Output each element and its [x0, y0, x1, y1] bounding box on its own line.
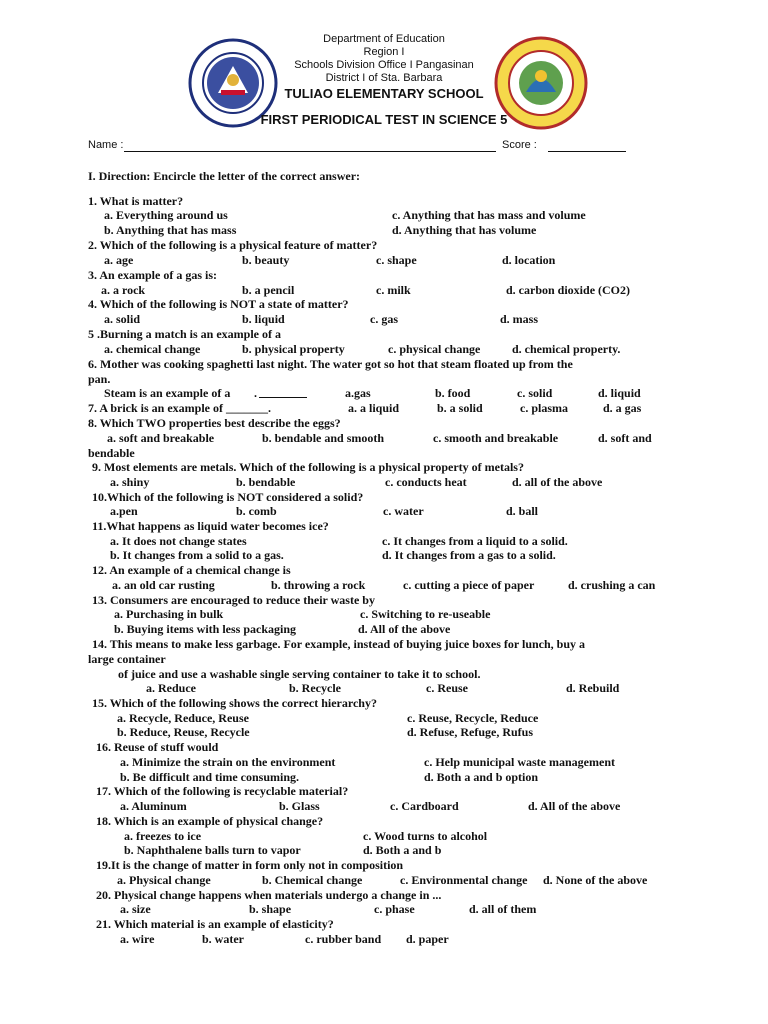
question-line: 21. Which material is an example of elasticity? — [96, 917, 334, 931]
answer-choice[interactable]: b. liquid — [242, 312, 285, 326]
answer-choice[interactable]: b. a pencil — [242, 283, 295, 297]
answer-choices-row — [0, 799, 768, 814]
answer-choice[interactable]: d. all of them — [469, 902, 537, 916]
question-line: 8. Which TWO properties best describe the eggs? — [88, 416, 341, 430]
answer-choice[interactable]: c. water — [383, 504, 424, 518]
answer-choice[interactable]: a.pen — [110, 504, 138, 518]
answer-choice[interactable]: b. Chemical change — [262, 873, 363, 887]
header-division: Schools Division Office I Pangasinan — [294, 59, 474, 71]
answer-choices-row — [0, 548, 768, 563]
question-text — [0, 327, 768, 342]
question-line: 14. This means to make less garbage. For example, instead of buying juice boxes for lunch, buy a — [92, 637, 586, 651]
score-line[interactable] — [548, 151, 626, 152]
name-line[interactable] — [124, 151, 496, 152]
question-line: large container — [88, 652, 166, 666]
answer-choice[interactable]: d. Anything that has volume — [392, 223, 537, 237]
answer-choice[interactable]: b. beauty — [242, 253, 290, 267]
answer-choice[interactable]: a. soft and breakable — [107, 431, 215, 445]
answer-choice[interactable]: b. Glass — [279, 799, 320, 813]
answer-choices-row — [0, 504, 768, 519]
answer-choice[interactable]: b. It changes from a solid to a gas. — [110, 548, 284, 562]
answer-choices-row — [0, 578, 768, 593]
question-text — [0, 667, 768, 682]
name-label: Name : — [88, 139, 124, 151]
answer-choice[interactable]: c. physical change — [388, 342, 481, 356]
answer-choices-row — [0, 401, 768, 416]
question-line: 9. Most elements are metals. Which of the following is a physical property of metals? — [92, 460, 524, 474]
answer-choice[interactable]: b. Anything that has mass — [104, 223, 237, 237]
question-text — [0, 814, 768, 829]
answer-choice[interactable]: a. Reduce — [146, 681, 196, 695]
answer-choices-row — [0, 902, 768, 917]
question-text — [0, 637, 768, 652]
question-line: 17. Which of the following is recyclable material? — [96, 784, 349, 798]
answer-choices-row — [0, 829, 768, 844]
answer-choices-row — [0, 208, 768, 223]
answer-choice[interactable]: b. Naphthalene balls turn to vapor — [124, 843, 301, 857]
answer-choice[interactable]: . — [254, 386, 257, 400]
answer-choice[interactable]: a. Minimize the strain on the environment — [120, 755, 336, 769]
answer-choice[interactable]: d. paper — [406, 932, 449, 946]
question-line: 16. Reuse of stuff would — [96, 740, 219, 754]
question-line: 3. An example of a gas is: — [88, 268, 217, 282]
answer-choice[interactable]: c. Wood turns to alcohol — [363, 829, 488, 843]
question-text — [0, 357, 768, 372]
question-line: of juice and use a washable single serving container to take it to school. — [118, 667, 481, 681]
question-line: 4. Which of the following is NOT a state of matter? — [88, 297, 349, 311]
question-line: 20. Physical change happens when materials undergo a change in ... — [96, 888, 442, 902]
answer-choice[interactable]: c. gas — [370, 312, 398, 326]
answer-choices-row — [0, 607, 768, 622]
question-line: 1. What is matter? — [88, 194, 184, 208]
answer-choice[interactable]: a. an old car rusting — [112, 578, 215, 592]
answer-choice[interactable]: d. All of the above — [528, 799, 621, 813]
answer-choice[interactable]: d. liquid — [598, 386, 641, 400]
answer-choices-row — [0, 253, 768, 268]
answer-choice[interactable]: c. conducts heat — [385, 475, 467, 489]
answer-choice[interactable]: d. location — [502, 253, 556, 267]
answer-choices-row — [0, 770, 768, 785]
question-line: 2. Which of the following is a physical feature of matter? — [88, 238, 378, 252]
answer-choice[interactable]: d. all of the above — [512, 475, 603, 489]
question-text — [0, 238, 768, 253]
question-text — [0, 490, 768, 505]
answer-choice[interactable]: d. crushing a can — [568, 578, 656, 592]
answer-choice[interactable]: d. It changes from a gas to a solid. — [382, 548, 556, 562]
question-line: 5 .Burning a match is an example of a — [88, 327, 282, 341]
answer-choice[interactable]: a. wire — [120, 932, 155, 946]
answer-choice[interactable]: a. a rock — [101, 283, 146, 297]
answer-choice[interactable]: a. Aluminum — [120, 799, 187, 813]
answer-choice[interactable]: d. a gas — [603, 401, 642, 415]
answer-choice[interactable]: a. size — [120, 902, 151, 916]
answer-choice[interactable]: d. Both a and b — [363, 843, 442, 857]
answer-choice[interactable]: a. Recycle, Reduce, Reuse — [117, 711, 249, 725]
header-department: Department of Education — [323, 33, 445, 45]
question-line: pan. — [88, 372, 111, 386]
question-text — [0, 519, 768, 534]
answer-choice[interactable]: d. All of the above — [358, 622, 451, 636]
school-name: TULIAO ELEMENTARY SCHOOL — [284, 86, 484, 101]
answer-choice[interactable]: c. rubber band — [305, 932, 382, 946]
answer-choice[interactable]: d. Rebuild — [566, 681, 620, 695]
answer-choice[interactable]: d. soft and — [598, 431, 652, 445]
question-text — [0, 460, 768, 475]
answer-choice[interactable]: b. food — [435, 386, 471, 400]
question-line: 15. Which of the following shows the correct hierarchy? — [92, 696, 377, 710]
answer-choices-row — [0, 223, 768, 238]
answer-choices-row — [0, 843, 768, 858]
direction-text: I. Direction: Encircle the letter of the correct answer: — [88, 169, 361, 183]
header-region: Region I — [363, 46, 405, 58]
question-line: bendable — [88, 446, 135, 460]
answer-choices-row — [0, 534, 768, 549]
answer-choice[interactable]: c. smooth and breakable — [433, 431, 559, 445]
answer-choice[interactable]: Steam is an example of a — [104, 386, 231, 400]
answer-choices-row — [0, 755, 768, 770]
question-text — [0, 858, 768, 873]
fill-in-blank — [259, 397, 307, 398]
answer-choices-row — [0, 622, 768, 637]
answer-choices-row — [0, 711, 768, 726]
answer-choice[interactable]: a. solid — [104, 312, 141, 326]
question-text — [0, 446, 768, 461]
answer-choice[interactable]: b. Recycle — [289, 681, 341, 695]
answer-choice[interactable]: a. age — [104, 253, 134, 267]
question-line: 12. An example of a chemical change is — [92, 563, 291, 577]
answer-choice[interactable]: c. Reuse — [426, 681, 468, 695]
answer-choice[interactable]: d. mass — [500, 312, 539, 326]
question-text — [0, 740, 768, 755]
header-district: District I of Sta. Barbara — [325, 72, 443, 84]
answer-choices-row — [0, 475, 768, 490]
answer-choice[interactable]: c. milk — [376, 283, 411, 297]
answer-choices-row — [0, 681, 768, 696]
question-line: 18. Which is an example of physical change? — [96, 814, 324, 828]
answer-choice[interactable]: c. Anything that has mass and volume — [392, 208, 586, 222]
test-title: FIRST PERIODICAL TEST IN SCIENCE 5 — [260, 112, 508, 127]
question-text — [0, 563, 768, 578]
answer-choice[interactable]: b. Reduce, Reuse, Recycle — [117, 725, 250, 739]
question-text — [0, 888, 768, 903]
answer-choice[interactable]: a. Everything around us — [104, 208, 228, 222]
answer-choices-row — [0, 873, 768, 888]
answer-choice[interactable]: c. Help municipal waste management — [424, 755, 615, 769]
answer-choice[interactable]: a. a liquid — [348, 401, 400, 415]
question-text — [0, 696, 768, 711]
answer-choice[interactable]: c. It changes from a liquid to a solid. — [382, 534, 568, 548]
answer-choices-row — [0, 932, 768, 947]
answer-choice[interactable]: b. physical property — [242, 342, 345, 356]
question-text — [0, 416, 768, 431]
question-line: 10.Which of the following is NOT considered a solid? — [92, 490, 364, 504]
question-text — [0, 194, 768, 209]
answer-choice[interactable]: d. ball — [506, 504, 539, 518]
answer-choice[interactable]: c. Switching to re-useable — [360, 607, 491, 621]
answer-choices-row — [0, 431, 768, 446]
answer-choice[interactable]: d. None of the above — [543, 873, 648, 887]
answer-choice[interactable]: c. solid — [517, 386, 553, 400]
answer-choices-row — [0, 342, 768, 357]
answer-choice[interactable]: a. freezes to ice — [124, 829, 202, 843]
answer-choice[interactable]: b. water — [202, 932, 244, 946]
answer-choice[interactable]: c. cutting a piece of paper — [403, 578, 535, 592]
answer-choice[interactable]: a. chemical change — [104, 342, 201, 356]
answer-choices-row — [0, 725, 768, 740]
question-text — [0, 372, 768, 387]
answer-choice[interactable]: c. Environmental change — [400, 873, 528, 887]
question-text — [0, 593, 768, 608]
answer-choice[interactable]: a.gas — [345, 386, 371, 400]
answer-choice[interactable]: b. a solid — [437, 401, 483, 415]
answer-choice[interactable]: b. comb — [236, 504, 277, 518]
answer-choice[interactable]: c. plasma — [520, 401, 568, 415]
answer-choice[interactable]: c. shape — [376, 253, 417, 267]
answer-choice[interactable]: b. bendable and smooth — [262, 431, 385, 445]
question-text — [0, 652, 768, 667]
question-text — [0, 297, 768, 312]
answer-choice[interactable]: b. throwing a rock — [271, 578, 366, 592]
answer-choice[interactable]: a. It does not change states — [110, 534, 247, 548]
answer-choice[interactable]: a. Physical change — [117, 873, 211, 887]
answer-choice[interactable]: d. Both a and b option — [424, 770, 539, 784]
answer-choice[interactable]: d. chemical property. — [512, 342, 621, 356]
answer-choice[interactable]: d. Refuse, Refuge, Rufus — [407, 725, 533, 739]
answer-choice[interactable]: b. Buying items with less packaging — [114, 622, 297, 636]
question-line: 19.It is the change of matter in form only not in composition — [96, 858, 404, 872]
answer-choices-row — [0, 312, 768, 327]
answer-choices-row — [0, 386, 768, 401]
answer-choices-row — [0, 283, 768, 298]
answer-choice[interactable]: c. Reuse, Recycle, Reduce — [407, 711, 539, 725]
answer-choice[interactable]: b. Be difficult and time consuming. — [120, 770, 300, 784]
question-line: 6. Mother was cooking spaghetti last night. The water got so hot that steam floated up from the — [88, 357, 573, 371]
question-line: 11.What happens as liquid water becomes ice? — [92, 519, 329, 533]
answer-choice[interactable]: c. Cardboard — [390, 799, 459, 813]
answer-choice[interactable]: b. shape — [249, 902, 292, 916]
answer-choice[interactable]: c. phase — [374, 902, 415, 916]
question-text — [0, 917, 768, 932]
answer-choice[interactable]: a. shiny — [110, 475, 150, 489]
question-text — [0, 268, 768, 283]
answer-choice[interactable]: a. Purchasing in bulk — [114, 607, 224, 621]
question-line: 13. Consumers are encouraged to reduce their waste by — [92, 593, 375, 607]
answer-choice[interactable]: b. bendable — [236, 475, 296, 489]
answer-choice[interactable]: 7. A brick is an example of _______. — [88, 401, 272, 415]
question-text — [0, 784, 768, 799]
answer-choice[interactable]: d. carbon dioxide (CO2) — [506, 283, 631, 297]
score-label: Score : — [502, 139, 537, 151]
